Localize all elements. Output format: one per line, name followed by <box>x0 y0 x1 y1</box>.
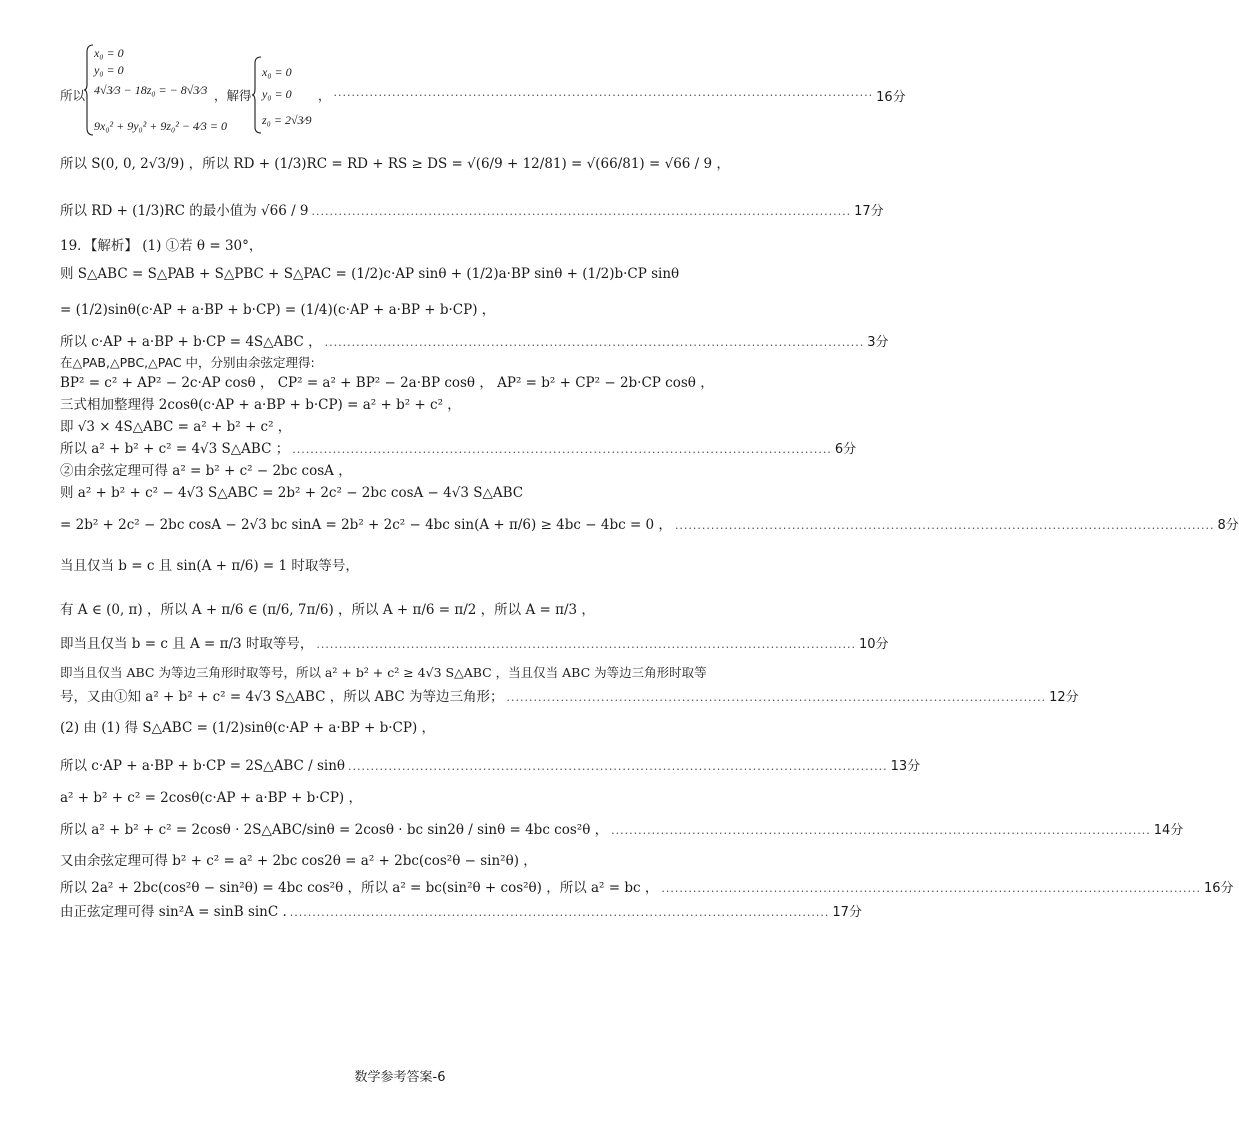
score: 13分 <box>890 759 921 775</box>
line-6 <box>60 304 744 318</box>
score: 8分 <box>1217 518 1239 534</box>
dot-leader: ........................................................................................................................ <box>333 86 874 99</box>
line-15 <box>60 517 1239 534</box>
line-4 <box>60 240 744 254</box>
page-footer: 数学参考答案-6 <box>354 1070 446 1085</box>
line-text: a² + b² + c² = 2cosθ(c·AP + a·BP + b·CP) ， <box>60 790 362 806</box>
dot-leader: ........................................................................................................................ <box>289 906 830 920</box>
line-text: 三式相加整理得 2cosθ(c·AP + a·BP + b·CP) = a² + b² + c² ， <box>60 397 461 413</box>
eq-y0: y₀ = 0 <box>94 63 124 77</box>
line-text: 则 S△ABC = S△PAB + S△PBC + S△PAC = (1/2)c·AP sinθ + (1/2)a·BP sinθ + (1/2)b·CP sinθ <box>60 266 680 282</box>
line-text: 则 a² + b² + c² − 4√3 S△ABC = 2b² + 2c² − 2bc cosA − 4√3 S△ABC <box>60 485 524 501</box>
eq-z-linear: 4√3⁄3 − 18z₀ = − 8√3⁄3 <box>94 83 208 97</box>
score: 17分 <box>854 204 884 220</box>
dot-leader: ........................................................................................................................ <box>611 824 1151 838</box>
line-18 <box>60 636 889 653</box>
line-26 <box>60 880 1234 897</box>
line-text: 所以 2a² + 2bc(cos²θ − sin²θ) = 4bc cos²θ ，所以 a² = bc(sin²θ + cos²θ) ，所以 a² = bc ， <box>60 880 659 896</box>
line-22 <box>60 758 921 775</box>
line-17 <box>60 604 744 618</box>
line-text: 所以 a² + b² + c² = 2cosθ · 2S△ABC/sinθ = 2cosθ · bc sin2θ / sinθ = 4bc cos²θ ， <box>60 822 609 838</box>
line-text: 所以 S(0, 0, 2√3/9) ，所以 RD + (1/3)RC = RD + RS ≥ DS = √(6/9 + 12/81) = √(66/81) = √66 / 9 ， <box>60 156 730 172</box>
line-text: 在△PAB,△PBC,△PAC 中，分别由余弦定理得: <box>60 355 315 370</box>
line-23 <box>60 792 744 806</box>
sol-x0: x₀ = 0 <box>262 65 292 79</box>
line-text: (2) 由 (1) 得 S△ABC = (1/2)sinθ(c·AP + a·BP + b·CP) ， <box>60 720 436 736</box>
dot-leader: ........................................................................................................................ <box>292 443 832 457</box>
line-2 <box>60 158 744 172</box>
dot-leader: ........................................................................................................................ <box>348 760 888 774</box>
line-19 <box>60 667 744 680</box>
line-text: ②由余弦定理可得 a² = b² + c² − 2bc cosA ， <box>60 463 352 479</box>
dot-leader: ........................................................................................................................ <box>661 882 1201 896</box>
line-text: = 2b² + 2c² − 2bc cosA − 2√3 bc sinA = 2b² + 2c² − 4bc sin(A + π/6) ≥ 4bc − 4bc = 0 ， <box>60 517 672 533</box>
dot-leader: ........................................................................................................................ <box>311 205 852 219</box>
dot-leader: ........................................................................................................................ <box>674 519 1215 533</box>
line-3 <box>60 203 884 220</box>
line-13 <box>60 465 744 479</box>
score: 14分 <box>1153 823 1184 839</box>
line-text: 所以 a² + b² + c² = 4√3 S△ABC ； <box>60 441 290 457</box>
line-text: 有 A ∈ (0, π) ，所以 A + π/6 ∈ (π/6, 7π/6) ，所以 A + π/6 = π/2 ，所以 A = π/3 ， <box>60 602 595 618</box>
score: 3分 <box>867 335 889 351</box>
line-text: 所以 RD + (1/3)RC 的最小值为 √66 / 9 <box>60 203 309 219</box>
eq-sphere: 9x₀² + 9y₀² + 9z₀² − 4⁄3 = 0 <box>94 119 228 133</box>
line-5 <box>60 268 744 282</box>
question-heading: 19．【解析】 (1) ①若 θ = 30°， <box>60 238 263 254</box>
eq-x0: x₀ = 0 <box>94 46 124 60</box>
text-suoyi: 所以 <box>60 88 86 103</box>
dot-leader: ........................................................................................................................ <box>324 336 865 350</box>
line-8 <box>60 357 744 370</box>
line-10 <box>60 399 744 413</box>
line-text: 即当且仅当 b = c 且 A = π/3 时取等号， <box>60 636 314 652</box>
line-text: 当且仅当 b = c 且 sin(A + π/6) = 1 时取等号， <box>60 558 359 574</box>
line-text: 所以 c·AP + a·BP + b·CP = 2S△ABC / sinθ <box>60 758 346 774</box>
line-21 <box>60 722 744 736</box>
line-14 <box>60 487 744 501</box>
sol-y0: y₀ = 0 <box>262 87 292 101</box>
line-7 <box>60 334 889 351</box>
line-27 <box>60 904 862 921</box>
score: 12分 <box>1049 690 1079 706</box>
line-16 <box>60 560 744 574</box>
score: 16分 <box>1203 881 1234 897</box>
line-20 <box>60 689 1079 706</box>
line-11 <box>60 421 744 435</box>
line-25 <box>60 855 744 869</box>
sol-z0: z₀ = 2√3⁄9 <box>262 113 312 127</box>
dot-leader: ........................................................................................................................ <box>316 638 857 652</box>
line-12 <box>60 441 857 458</box>
score: 6分 <box>834 442 857 458</box>
line-text: BP² = c² + AP² − 2c·AP cosθ ， CP² = a² + BP² − 2a·BP cosθ ， AP² = b² + CP² − 2b·CP cosθ ， <box>60 375 714 391</box>
line-text: 又由余弦定理可得 b² + c² = a² + 2bc cos2θ = a² + 2bc(cos²θ − sin²θ) ， <box>60 853 537 869</box>
text-jiede: ，解得 <box>214 88 252 103</box>
line-text: 所以 c·AP + a·BP + b·CP = 4S△ABC ， <box>60 334 322 350</box>
line-text: = (1/2)sinθ(c·AP + a·BP + b·CP) = (1/4)(c·AP + a·BP + b·CP) ， <box>60 302 496 318</box>
line-text: 号，又由①知 a² + b² + c² = 4√3 S△ABC ，所以 ABC 为等边三角形； <box>60 689 504 705</box>
left-brace-icon <box>252 56 262 134</box>
line-text: 即当且仅当 ABC 为等边三角形时取等号，所以 a² + b² + c² ≥ 4√3 S△ABC ，当且仅当 ABC 为等边三角形时取等 <box>60 665 707 680</box>
line-text: 即 √3 × 4S△ABC = a² + b² + c² ， <box>60 419 292 435</box>
line-24 <box>60 822 1184 839</box>
score: 17分 <box>832 905 862 921</box>
score: 10分 <box>859 637 889 653</box>
answer-page: 所以 x₀ = 0 y₀ = 0 4√3⁄3 − 18z₀ = − 8√3⁄3 9x₀² + 9y₀² + 9z₀² − 4⁄3 = 0 ，解得 x₀ = 0 y₀ = 0 z₀ = 2√3⁄9 ， ........................................................................................................................ 16分 所以 S(0, 0, 2√3/9) ，所以 RD + (1/3)RC = RD + RS ≥ DS = √(6/9 + 12/81) = √(66/81) = √66 / 9 ， 所以 RD + (1/3)RC 的最小值为 √66 / 9 ........................................................................................................................ 17分 19．【解析】 (1) ①若 θ = 30°， 则 S△ABC = S△PAB + S△PBC + S△PAC = (1/2)c·AP sinθ + (1/2)a·BP sinθ + (1/2)b·CP sinθ = (1/2)sinθ(c·AP + a·BP + b·CP) = (1/4)(c·AP + a·BP + b·CP) ， 所以 c·AP + a·BP + b·CP = 4S△ABC ， ........................................................................................................................ 3分 在△PAB,△PBC,△PAC 中，分别由余弦定理得: BP² = c² + AP² − 2c·AP cosθ ， CP² = a² + BP² − 2a·BP cosθ ， AP² = b² + CP² − 2b·CP cosθ ， 三式相加整理得 2cosθ(c·AP + a·BP + b·CP) = a² + b² + c² ， 即 √3 × 4S△ABC = a² + b² + c² ， 所以 a² + b² + c² = 4√3 S△ABC ； ........................................................................................................................ 6分 ②由余弦定理可得 a² = b² + c² − 2bc cosA ， 则 a² + b² + c² − 4√3 S△ABC = 2b² + 2c² − 2bc cosA − 4√3 S△ABC = 2b² + 2c² − 2bc cosA − 2√3 bc sinA = 2b² + 2c² − 4bc sin(A + π/6) ≥ 4bc − 4bc = 0 ， ........................................................................................................................ 8分 当且仅当 b = c 且 sin(A + π/6) = 1 时取等号， 有 A ∈ (0, π) ，所以 A + π/6 ∈ (π/6, 7π/6) ，所以 A + π/6 = π/2 ，所以 A = π/3 ， 即当且仅当 b = c 且 A = π/3 时取等号， ........................................................................................................................ 10分 即当且仅当 ABC 为等边三角形时取等号，所以 a² + b² + c² ≥ 4√3 S△ABC ，当且仅当 ABC 为等边三角形时取等 号，又由①知 a² + b² + c² = 4√3 S△ABC ，所以 ABC 为等边三角形； ........................................................................................................................ 12分 (2) 由 (1) 得 S△ABC = (1/2)sinθ(c·AP + a·BP + b·CP) ， 所以 c·AP + a·BP + b·CP = 2S△ABC / sinθ ........................................................................................................................ 13分 a² + b² + c² = 2cosθ(c·AP + a·BP + b·CP) ， 所以 a² + b² + c² = 2cosθ · 2S△ABC/sinθ = 2cosθ · bc sin2θ / sinθ = 4bc cos²θ ， ........................................................................................................................ 14分 又由余弦定理可得 b² + c² = a² + 2bc cos2θ = a² + 2bc(cos²θ − sin²θ) ， 所以 2a² + 2bc(cos²θ − sin²θ) = 4bc cos²θ ，所以 a² = bc(sin²θ + cos²θ) ，所以 a² = bc ， ........................................................................................................................ 16分 由正弦定理可得 sin²A = sinB sinC . ........................................................................................................................ 17分 数学参考答案-6 <box>0 0 800 1131</box>
left-brace-icon <box>84 44 94 136</box>
line-9 <box>60 377 744 391</box>
line-text: 由正弦定理可得 sin²A = sinB sinC . <box>60 904 287 920</box>
score-16: 16分 <box>876 90 906 105</box>
dot-leader: ........................................................................................................................ <box>506 691 1047 705</box>
